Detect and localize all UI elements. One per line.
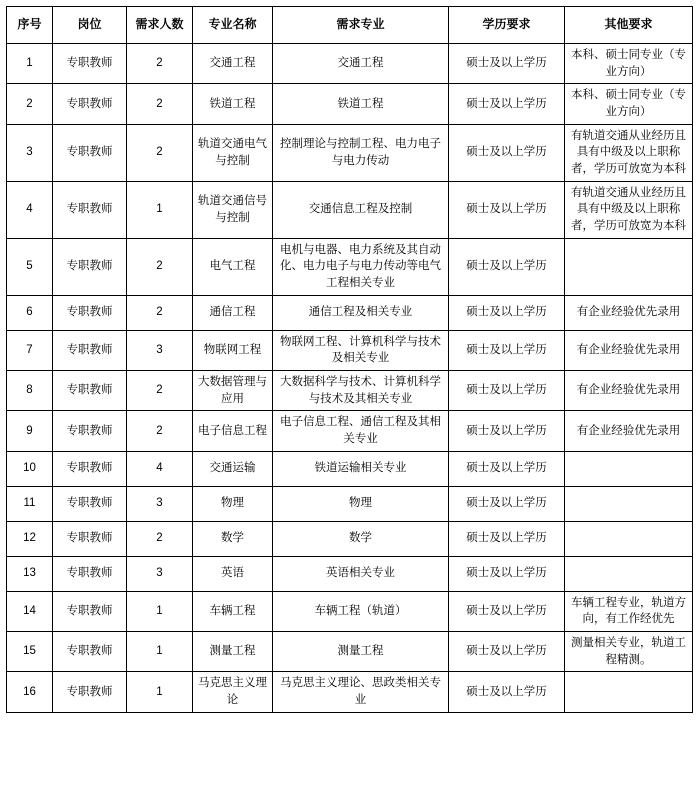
cell-education: 硕士及以上学历 [449,238,565,295]
table-header [7,7,693,44]
cell-major-name: 数学 [193,521,273,556]
cell-post: 专职教师 [53,591,127,631]
cell-post: 专职教师 [53,371,127,411]
cell-count: 1 [127,632,193,672]
table-row [7,238,693,295]
cell-no: 15 [7,632,53,672]
cell-major-need: 马克思主义理论、思政类相关专业 [273,672,449,712]
cell-post: 专职教师 [53,632,127,672]
cell-other: 有轨道交通从业经历且具有中级及以上职称者，学历可放宽为本科 [565,124,693,181]
cell-other: 有企业经验优先录用 [565,295,693,330]
cell-count: 1 [127,181,193,238]
cell-education: 硕士及以上学历 [449,44,565,84]
cell-count: 2 [127,521,193,556]
table-row [7,371,693,411]
cell-major-need: 电子信息工程、通信工程及其相关专业 [273,411,449,451]
cell-major-need: 控制理论与控制工程、电力电子与电力传动 [273,124,449,181]
cell-major-name: 物理 [193,486,273,521]
table-row [7,672,693,712]
cell-count: 1 [127,672,193,712]
cell-major-name: 交通运输 [193,451,273,486]
table-row [7,181,693,238]
cell-no: 4 [7,181,53,238]
table-row [7,295,693,330]
cell-other: 车辆工程专业，轨道方向，有工作经优先 [565,591,693,631]
cell-major-name: 电子信息工程 [193,411,273,451]
cell-count: 2 [127,371,193,411]
cell-major-name: 物联网工程 [193,330,273,370]
cell-education: 硕士及以上学历 [449,556,565,591]
cell-other: 有企业经验优先录用 [565,330,693,370]
cell-education: 硕士及以上学历 [449,486,565,521]
table-row [7,632,693,672]
cell-other [565,486,693,521]
cell-education: 硕士及以上学历 [449,124,565,181]
cell-education: 硕士及以上学历 [449,371,565,411]
cell-no: 11 [7,486,53,521]
cell-major-need: 物联网工程、计算机科学与技术及相关专业 [273,330,449,370]
column-header-education: 学历要求 [449,7,565,44]
cell-major-need: 数学 [273,521,449,556]
cell-other: 有企业经验优先录用 [565,371,693,411]
cell-major-need: 电机与电器、电力系统及其自动化、电力电子与电力传动等电气工程相关专业 [273,238,449,295]
column-header-major-name: 专业名称 [193,7,273,44]
column-header-post: 岗位 [53,7,127,44]
cell-count: 2 [127,411,193,451]
cell-no: 2 [7,84,53,124]
table-row [7,451,693,486]
cell-education: 硕士及以上学历 [449,521,565,556]
table-row [7,591,693,631]
recruitment-table [6,6,693,713]
cell-education: 硕士及以上学历 [449,451,565,486]
cell-post: 专职教师 [53,521,127,556]
header-row [7,7,693,44]
cell-major-name: 测量工程 [193,632,273,672]
column-header-other: 其他要求 [565,7,693,44]
table-body [7,44,693,713]
cell-education: 硕士及以上学历 [449,672,565,712]
cell-post: 专职教师 [53,124,127,181]
cell-count: 2 [127,295,193,330]
cell-post: 专职教师 [53,238,127,295]
column-header-count: 需求人数 [127,7,193,44]
cell-count: 3 [127,486,193,521]
column-header-major-need: 需求专业 [273,7,449,44]
cell-major-need: 车辆工程（轨道） [273,591,449,631]
cell-major-need: 大数据科学与技术、计算机科学与技术及其相关专业 [273,371,449,411]
cell-no: 8 [7,371,53,411]
cell-education: 硕士及以上学历 [449,181,565,238]
cell-other: 有轨道交通从业经历且具有中级及以上职称者，学历可放宽为本科 [565,181,693,238]
cell-major-need: 物理 [273,486,449,521]
cell-post: 专职教师 [53,451,127,486]
cell-count: 2 [127,238,193,295]
cell-major-name: 马克思主义理论 [193,672,273,712]
table-row [7,330,693,370]
cell-no: 10 [7,451,53,486]
cell-count: 1 [127,591,193,631]
cell-other: 有企业经验优先录用 [565,411,693,451]
cell-major-name: 英语 [193,556,273,591]
cell-education: 硕士及以上学历 [449,295,565,330]
table-row [7,44,693,84]
cell-major-need: 铁道工程 [273,84,449,124]
cell-no: 14 [7,591,53,631]
cell-major-need: 交通工程 [273,44,449,84]
cell-count: 3 [127,330,193,370]
cell-post: 专职教师 [53,44,127,84]
table-row [7,124,693,181]
cell-post: 专职教师 [53,556,127,591]
cell-major-name: 电气工程 [193,238,273,295]
cell-no: 1 [7,44,53,84]
cell-major-need: 通信工程及相关专业 [273,295,449,330]
cell-major-name: 铁道工程 [193,84,273,124]
table-row [7,486,693,521]
cell-major-need: 英语相关专业 [273,556,449,591]
cell-count: 4 [127,451,193,486]
table-row [7,411,693,451]
cell-no: 9 [7,411,53,451]
cell-education: 硕士及以上学历 [449,591,565,631]
cell-count: 2 [127,124,193,181]
cell-post: 专职教师 [53,672,127,712]
cell-education: 硕士及以上学历 [449,330,565,370]
column-header-no: 序号 [7,7,53,44]
cell-post: 专职教师 [53,411,127,451]
cell-no: 12 [7,521,53,556]
cell-post: 专职教师 [53,84,127,124]
cell-major-name: 车辆工程 [193,591,273,631]
cell-major-need: 铁道运输相关专业 [273,451,449,486]
cell-education: 硕士及以上学历 [449,84,565,124]
cell-major-name: 轨道交通信号与控制 [193,181,273,238]
cell-major-need: 交通信息工程及控制 [273,181,449,238]
table-row [7,84,693,124]
cell-other: 测量相关专业，轨道工程精测。 [565,632,693,672]
cell-major-name: 交通工程 [193,44,273,84]
cell-major-name: 轨道交通电气与控制 [193,124,273,181]
cell-no: 5 [7,238,53,295]
cell-other: 本科、硕士同专业（专业方向） [565,44,693,84]
cell-other [565,238,693,295]
cell-other [565,451,693,486]
cell-no: 16 [7,672,53,712]
cell-other [565,556,693,591]
cell-other: 本科、硕士同专业（专业方向） [565,84,693,124]
cell-count: 2 [127,84,193,124]
cell-no: 7 [7,330,53,370]
cell-no: 13 [7,556,53,591]
cell-major-need: 测量工程 [273,632,449,672]
cell-major-name: 通信工程 [193,295,273,330]
table-row [7,556,693,591]
cell-no: 3 [7,124,53,181]
cell-other [565,672,693,712]
table-row [7,521,693,556]
cell-post: 专职教师 [53,330,127,370]
cell-education: 硕士及以上学历 [449,632,565,672]
cell-count: 3 [127,556,193,591]
cell-count: 2 [127,44,193,84]
cell-no: 6 [7,295,53,330]
cell-post: 专职教师 [53,295,127,330]
cell-post: 专职教师 [53,486,127,521]
cell-education: 硕士及以上学历 [449,411,565,451]
cell-major-name: 大数据管理与应用 [193,371,273,411]
cell-post: 专职教师 [53,181,127,238]
cell-other [565,521,693,556]
